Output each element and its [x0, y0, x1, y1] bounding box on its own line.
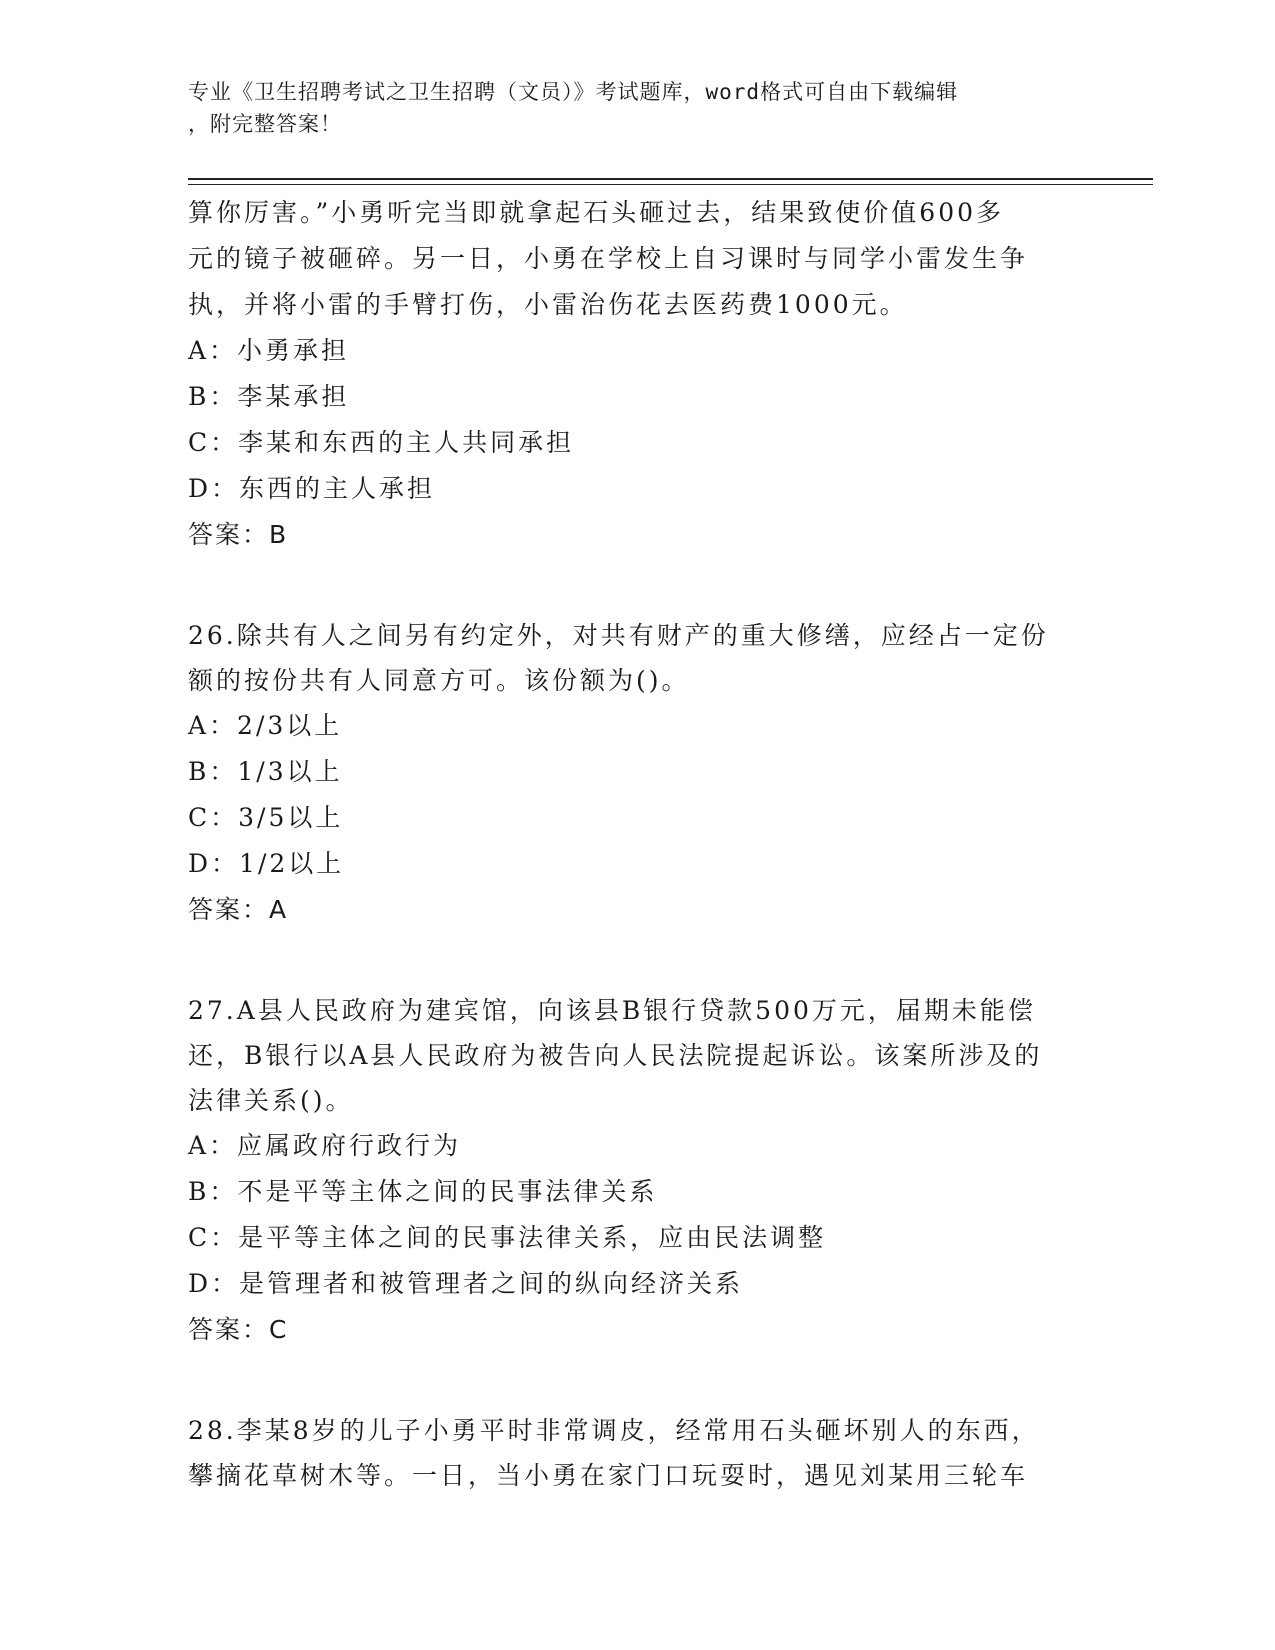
question-text-line: 法律关系()。	[188, 1086, 354, 1115]
question-text-line: 算你厉害。”小勇听完当即就拿起石头砸过去，结果致使价值600多	[188, 198, 1005, 227]
question-text-line: 执，并将小雷的手臂打伤，小雷治伤花去医药费1000元。	[188, 290, 908, 319]
question-continuation	[188, 190, 1088, 558]
option-b: B：不是平等主体之间的民事法律关系	[188, 1177, 658, 1206]
option-d: D：1/2以上	[188, 849, 345, 878]
answer-label: 答案：B	[188, 520, 289, 549]
header-line-2: ，附完整答案！	[188, 112, 342, 136]
header-line-1: 专业《卫生招聘考试之卫生招聘（文员）》考试题库，word格式可自由下载编辑	[188, 80, 959, 104]
document-body	[188, 190, 1088, 1498]
option-a: A：2/3以上	[188, 711, 343, 740]
question-text-line: 28.李某8岁的儿子小勇平时非常调皮，经常用石头砸坏别人的东西，	[188, 1416, 1040, 1445]
option-a: A：应属政府行政行为	[188, 1131, 462, 1160]
question-text-line: 元的镜子被砸碎。另一日，小勇在学校上自习课时与同学小雷发生争	[188, 244, 1029, 273]
question-28	[188, 1408, 1088, 1498]
question-text-line: 26.除共有人之间另有约定外，对共有财产的重大修缮，应经占一定份	[188, 621, 1049, 650]
option-b: B：李某承担	[188, 382, 350, 411]
option-c: C：3/5以上	[188, 803, 344, 832]
option-c: C：李某和东西的主人共同承担	[188, 428, 575, 457]
answer-label: 答案：C	[188, 1315, 289, 1344]
option-b: B：1/3以上	[188, 757, 343, 786]
option-d: D：是管理者和被管理者之间的纵向经济关系	[188, 1269, 744, 1298]
document-header	[188, 76, 1068, 140]
question-text-line: 额的按份共有人同意方可。该份额为()。	[188, 666, 690, 695]
header-divider-thick	[188, 178, 1153, 180]
option-c: C：是平等主体之间的民事法律关系，应由民法调整	[188, 1223, 827, 1252]
header-divider-thin	[188, 184, 1153, 185]
question-26	[188, 613, 1088, 933]
option-d: D：东西的主人承担	[188, 474, 436, 503]
question-text-line: 27.A县人民政府为建宾馆，向该县B银行贷款500万元，届期未能偿	[188, 996, 1036, 1025]
question-text-line: 还，B银行以A县人民政府为被告向人民法院提起诉讼。该案所涉及的	[188, 1041, 1043, 1070]
answer-label: 答案：A	[188, 895, 289, 924]
question-27	[188, 988, 1088, 1353]
question-text-line: 攀摘花草树木等。一日，当小勇在家门口玩耍时，遇见刘某用三轮车	[188, 1461, 1029, 1490]
option-a: A：小勇承担	[188, 336, 350, 365]
